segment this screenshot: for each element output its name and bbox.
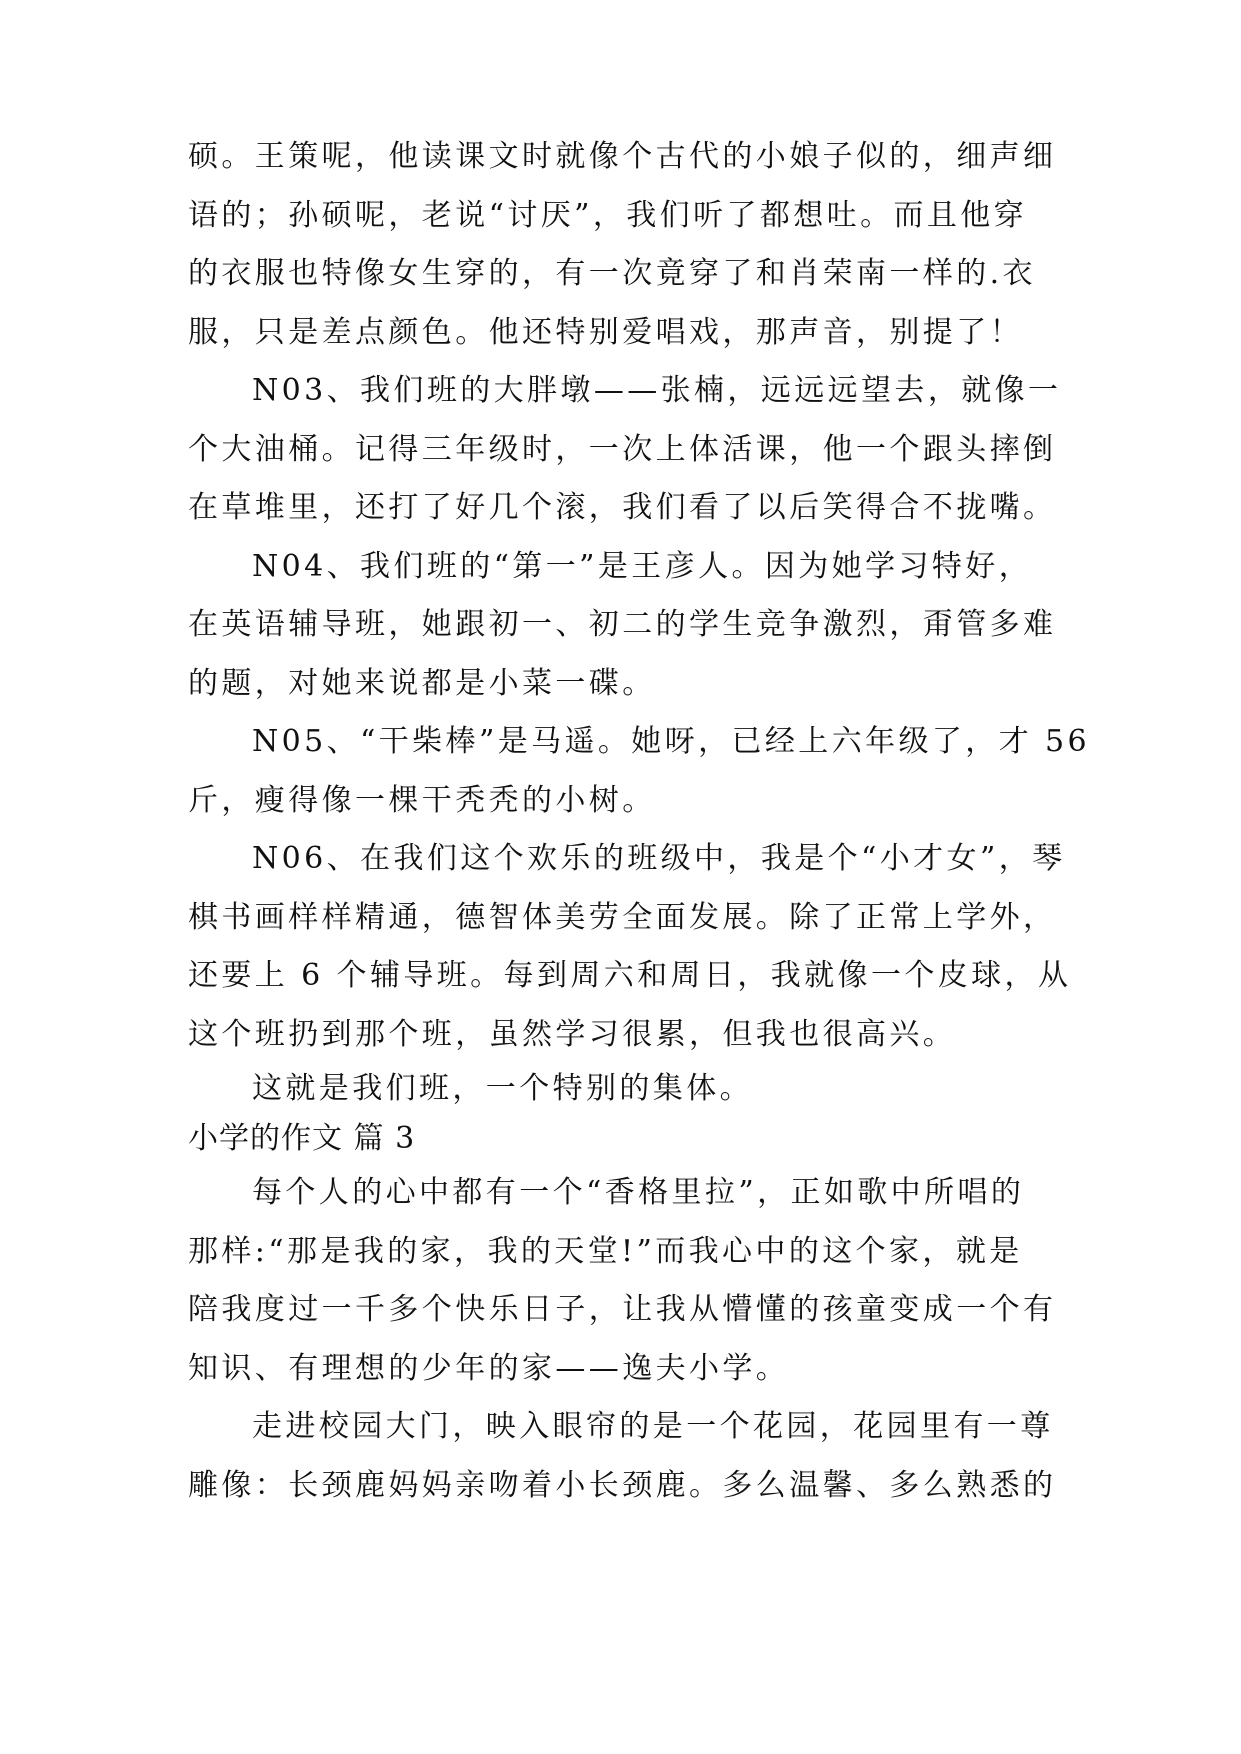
text-line: 的题，对她来说都是小菜一碟。: [188, 665, 656, 701]
text-line: 这个班扔到那个班，虽然学习很累，但我也很高兴。: [188, 1016, 957, 1052]
text-line: 那样:“那是我的家，我的天堂!”而我心中的这个家，就是: [188, 1233, 1023, 1269]
text-line: 雕像：长颈鹿妈妈亲吻着小长颈鹿。多么温馨、多么熟悉的: [188, 1467, 1057, 1503]
section-heading: 小学的作文 篇 3: [188, 1121, 416, 1156]
text-line: 这就是我们班，一个特别的集体。: [252, 1071, 753, 1106]
text-line: 还要上 6 个辅导班。每到周六和周日，我就像一个皮球，从: [188, 958, 1072, 993]
text-line: N04、我们班的“第一”是王彦人。因为她学习特好，: [252, 548, 1033, 584]
text-line: 个大油桶。记得三年级时，一次上体活课，他一个跟头摔倒: [188, 431, 1057, 467]
text-line: N06、在我们这个欢乐的班级中，我是个“小才女”，琴: [252, 841, 1066, 876]
text-line: 斤，瘦得像一棵干秃秃的小树。: [188, 782, 656, 818]
text-line: 硕。王策呢，他读课文时就像个古代的小娘子似的，细声细: [188, 139, 1057, 174]
text-line: 棋书画样样精通，德智体美劳全面发展。除了正常上学外，: [188, 899, 1057, 935]
document-body: [188, 128, 1091, 1515]
text-line: N03、我们班的大胖墩——张楠，远远远望去，就像一: [252, 373, 1062, 408]
text-line: 的衣服也特像女生穿的，有一次竟穿了和肖荣南一样的.衣: [188, 256, 1036, 291]
text-line: 每个人的心中都有一个“香格里拉”，正如歌中所唱的: [252, 1175, 1025, 1210]
text-line: 知识、有理想的少年的家——逸夫小学。: [188, 1350, 790, 1386]
text-line: 走进校园大门，映入眼帘的是一个花园，花园里有一尊: [252, 1409, 1054, 1444]
text-line: 陪我度过一千多个快乐日子，让我从懵懂的孩童变成一个有: [188, 1292, 1057, 1327]
text-line: 在英语辅导班，她跟初一、初二的学生竞争激烈，甭管多难: [188, 607, 1057, 642]
text-line: N05、“干柴棒”是马遥。她呀，已经上六年级了，才 56: [252, 724, 1091, 759]
text-line: 语的；孙硕呢，老说“讨厌”，我们听了都想吐。而且他穿: [188, 197, 1028, 233]
text-line: 在草堆里，还打了好几个滚，我们看了以后笑得合不拢嘴。: [188, 490, 1057, 525]
text-line: 服，只是差点颜色。他还特别爱唱戏，那声音，别提了！: [188, 314, 1023, 350]
